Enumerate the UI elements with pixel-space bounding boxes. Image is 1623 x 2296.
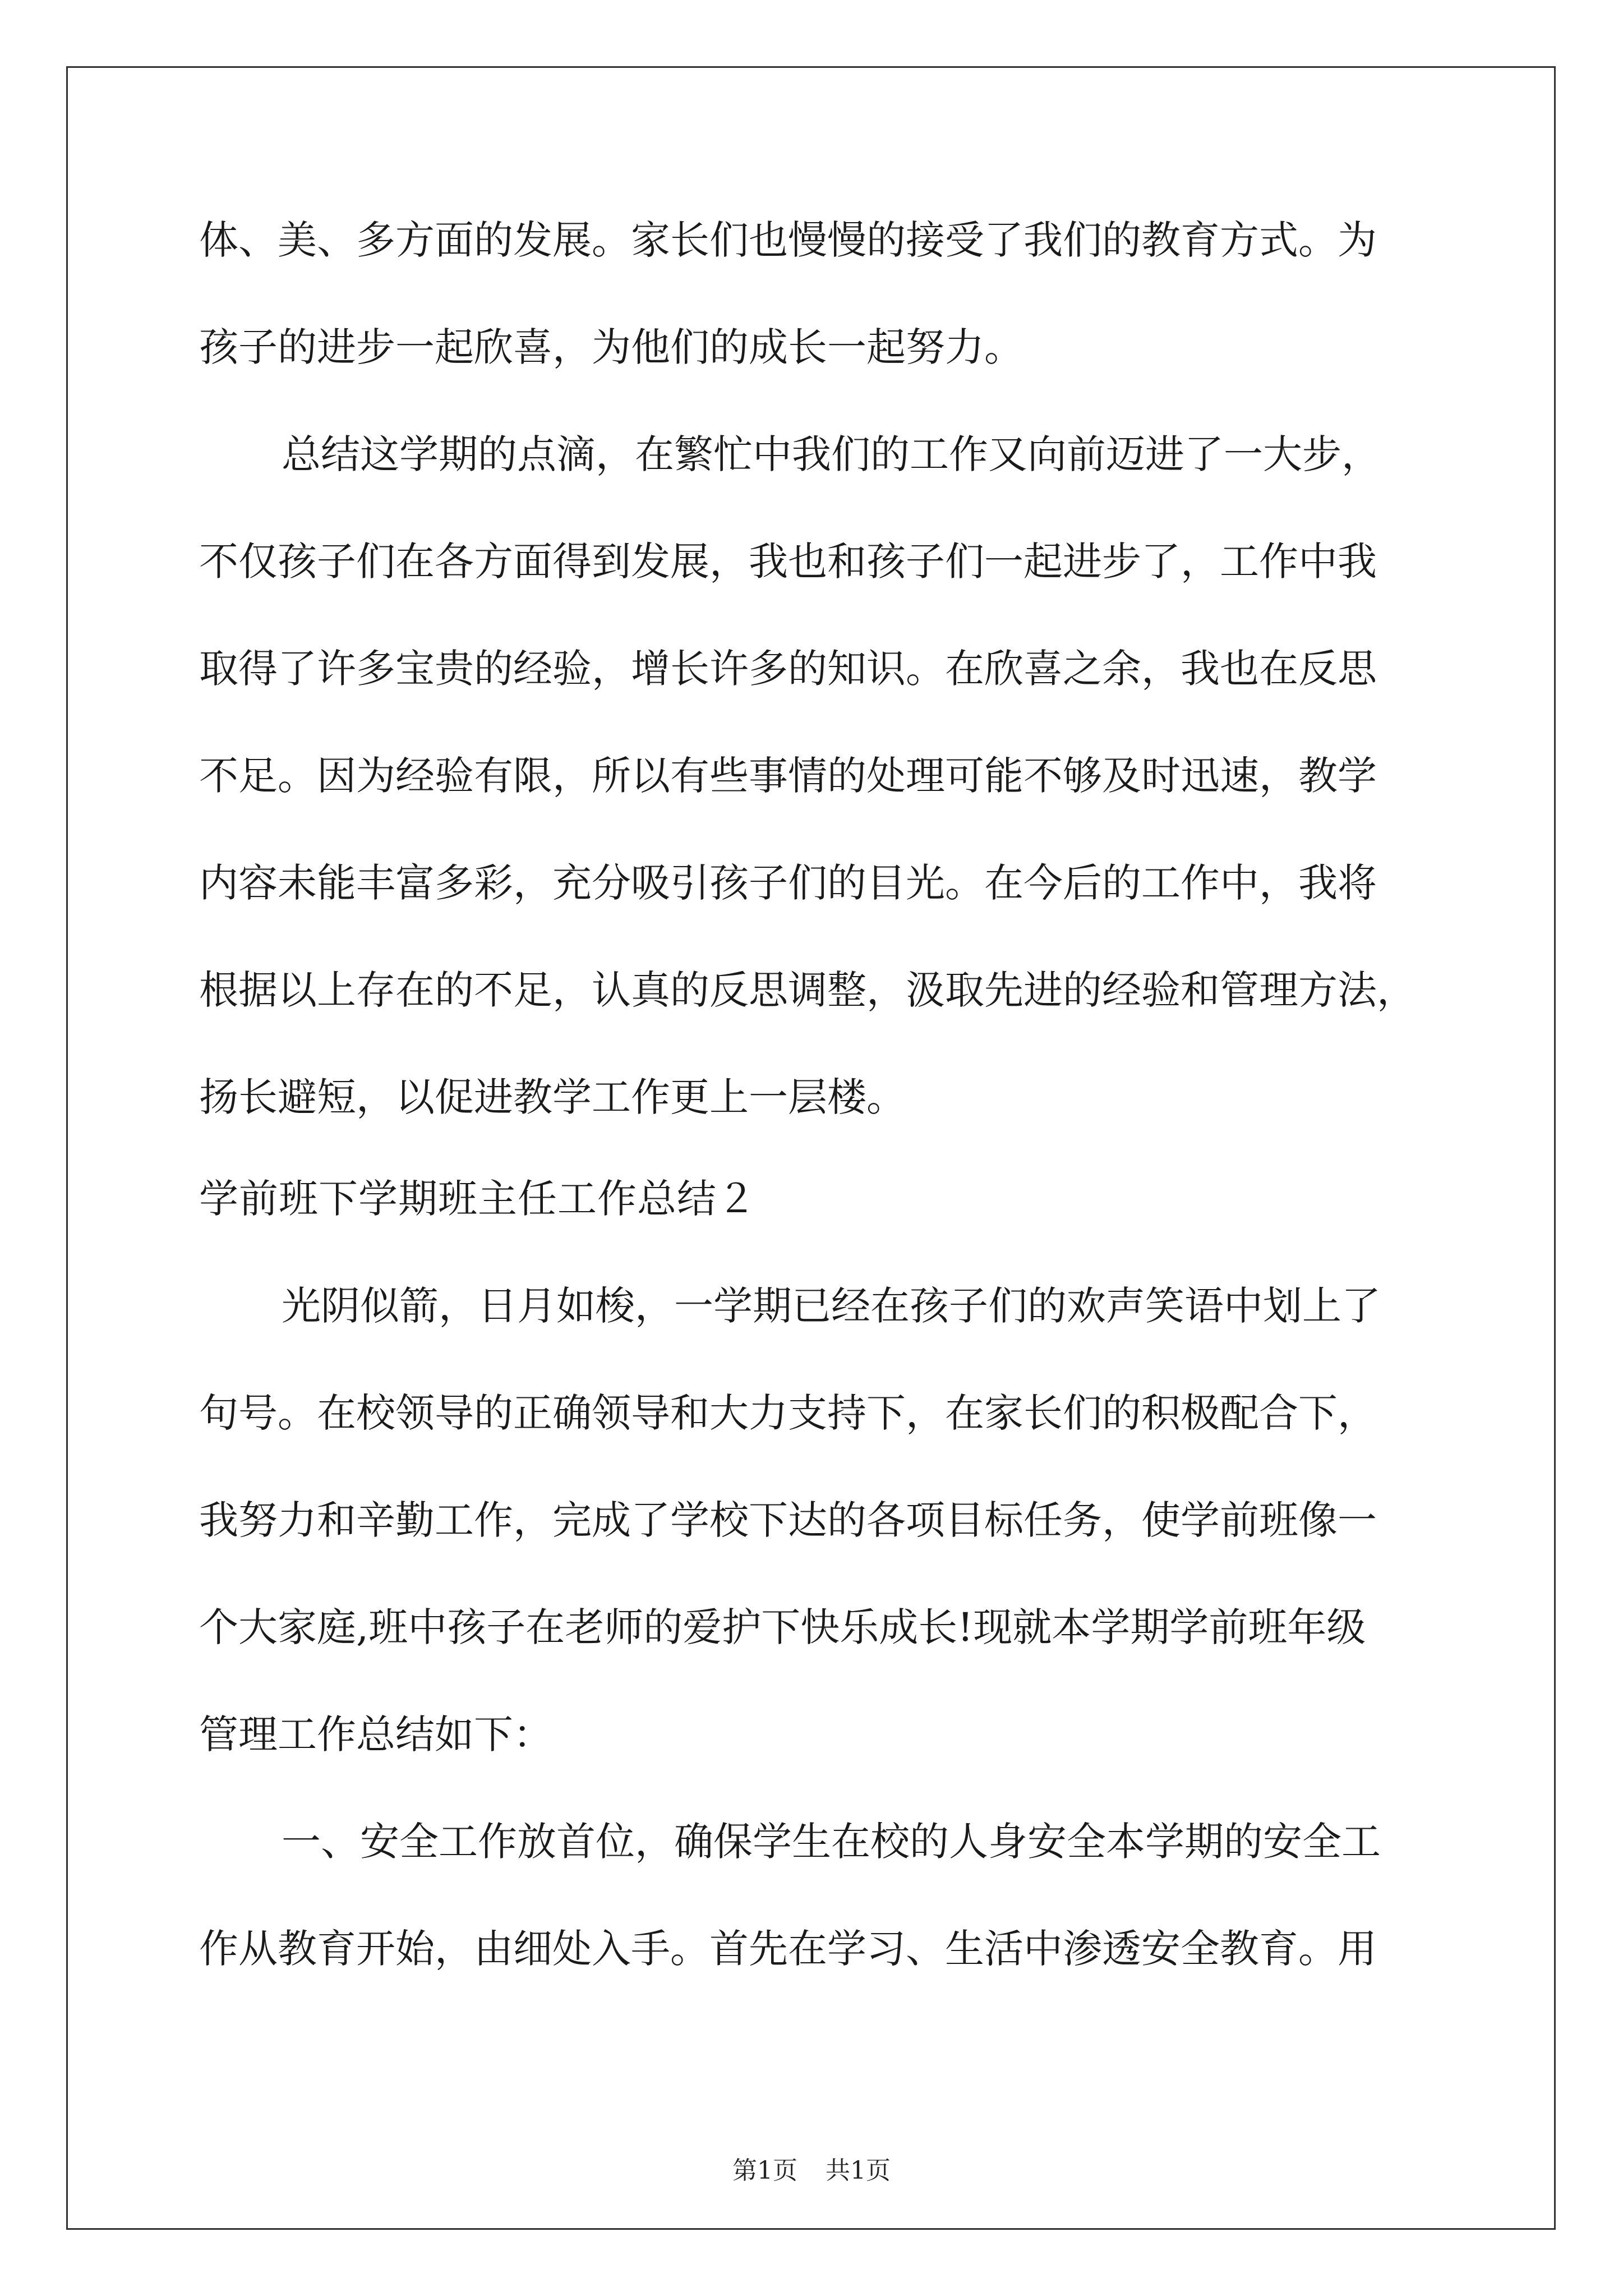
- page-footer: [0, 2150, 1623, 2186]
- text-line: 总结这学期的点滴，在繁忙中我们的工作又向前迈进了一大步，: [282, 431, 1381, 477]
- text-line: 扬长避短，以促进教学工作更上一层楼。: [199, 1074, 906, 1120]
- document-body: [199, 213, 1478, 2029]
- text-line: 句号。在校领导的正确领导和大力支持下，在家长们的积极配合下，: [199, 1390, 1377, 1436]
- text-line: 管理工作总结如下：: [199, 1711, 552, 1757]
- text-line: 孩子的进步一起欣喜，为他们的成长一起努力。: [199, 324, 1023, 370]
- text-line: 不足。因为经验有限，所以有些事情的处理可能不够及时迅速，教学: [199, 753, 1377, 799]
- text-line: 作从教育开始，由细处入手。首先在学习、生活中渗透安全教育。用: [199, 1926, 1377, 1972]
- text-line: 一、安全工作放首位，确保学生在校的人身安全本学期的安全工: [282, 1819, 1381, 1865]
- text-line: 取得了许多宝贵的经验，增长许多的知识。在欣喜之余，我也在反思: [199, 646, 1377, 692]
- text-line: 内容未能丰富多彩，充分吸引孩子们的目光。在今后的工作中，我将: [199, 860, 1377, 906]
- text-line: 体、美、多方面的发展。家长们也慢慢的接受了我们的教育方式。为: [199, 217, 1377, 263]
- text-line: 不仅孩子们在各方面得到发展，我也和孩子们一起进步了，工作中我: [199, 539, 1377, 585]
- section-heading: 学前班下学期班主任工作总结２: [199, 1176, 757, 1222]
- page-number: 第1页: [732, 2156, 797, 2185]
- text-line: 我努力和辛勤工作，完成了学校下达的各项目标任务，使学前班像一: [199, 1497, 1377, 1543]
- text-line: 根据以上存在的不足，认真的反思调整，汲取先进的经验和管理方法，: [199, 967, 1416, 1013]
- text-line: 光阴似箭，日月如梭，一学期已经在孩子们的欢声笑语中划上了: [282, 1283, 1381, 1329]
- text-line: 个大家庭,班中孩子在老师的爱护下快乐成长!现就本学期学前班年级: [199, 1604, 1366, 1650]
- page-total: 共1页: [826, 2156, 891, 2185]
